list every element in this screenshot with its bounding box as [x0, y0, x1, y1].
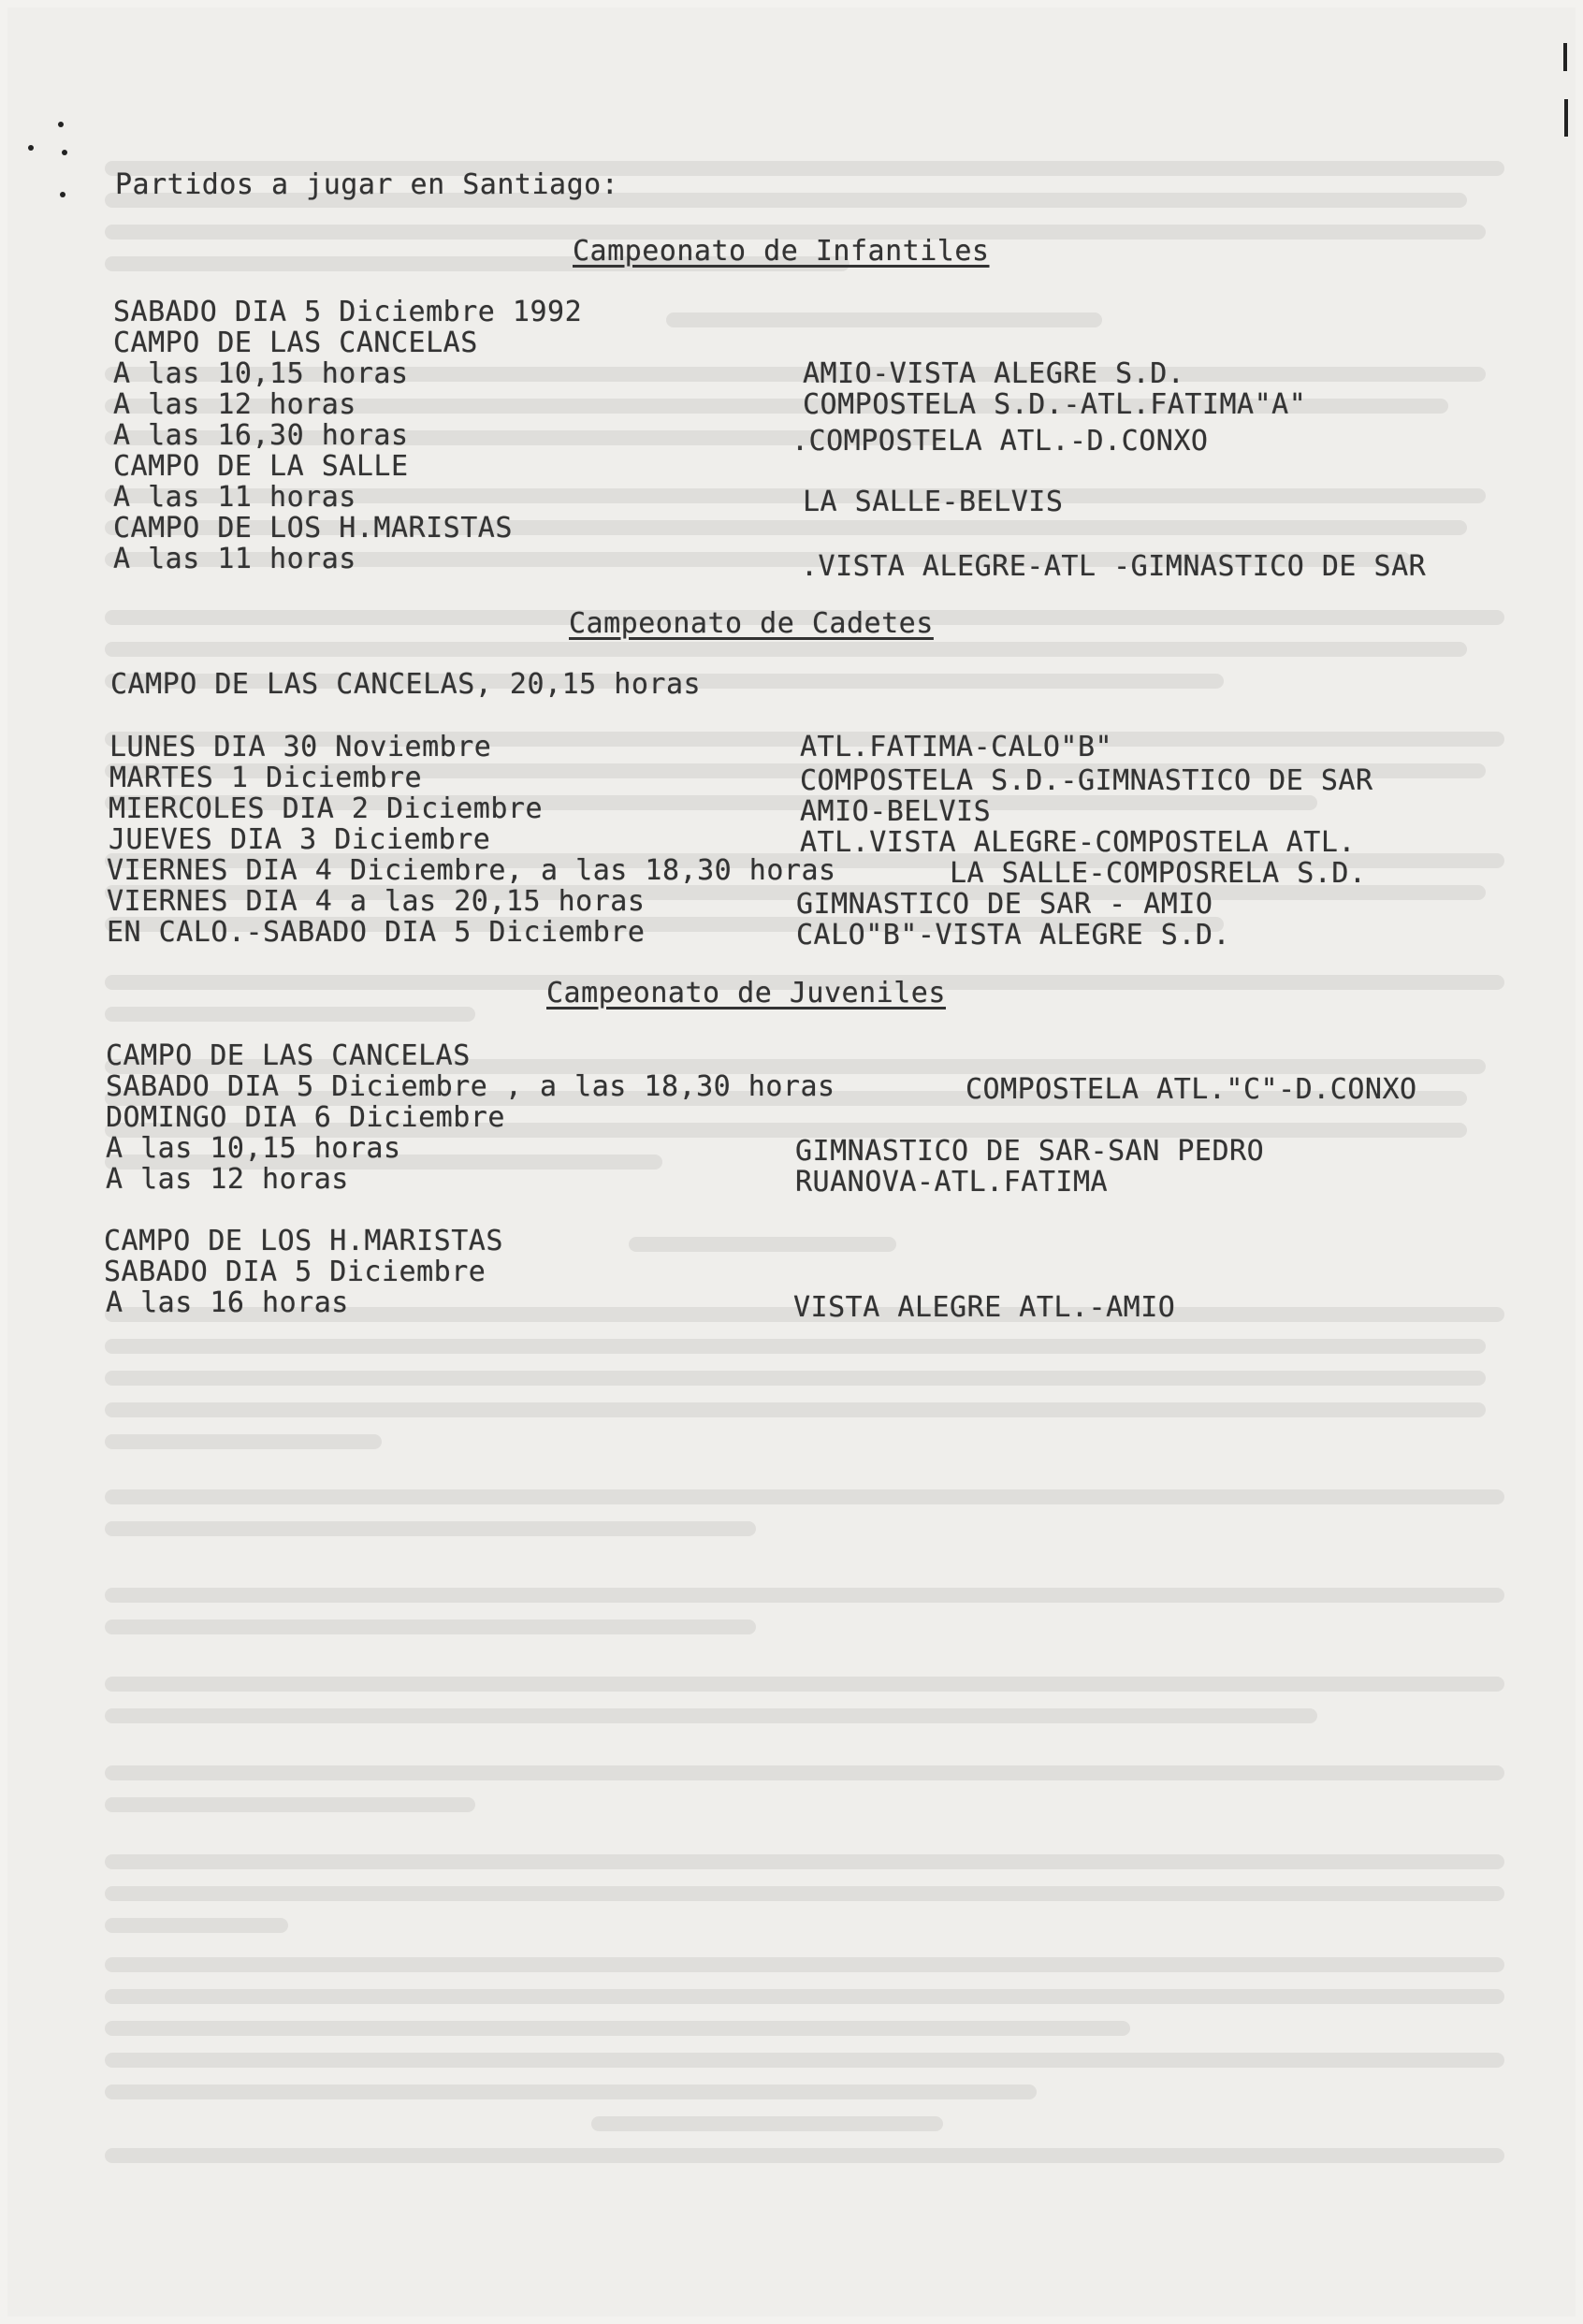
infantiles-line-left: CAMPO DE LA SALLE [113, 450, 409, 483]
juveniles-match: GIMNASTICO DE SAR-SAN PEDRO [795, 1135, 1265, 1168]
ink-speck [28, 145, 34, 151]
section-title-infantiles: Campeonato de Infantiles [573, 235, 990, 268]
infantiles-line-left: A las 11 horas [113, 543, 356, 575]
ink-speck [58, 122, 64, 127]
infantiles-line-left: CAMPO DE LOS H.MARISTAS [113, 512, 513, 545]
cadetes-match: AMIO-BELVIS [800, 795, 992, 828]
infantiles-line-left: A las 10,15 horas [113, 357, 409, 390]
juveniles-line-left: SABADO DIA 5 Diciembre , a las 18,30 horas [106, 1070, 835, 1103]
juveniles-match: RUANOVA-ATL.FATIMA [795, 1166, 1109, 1198]
infantiles-line-left: A las 12 horas [113, 388, 356, 421]
infantiles-match: .COMPOSTELA ATL.-D.CONXO [792, 425, 1209, 458]
cadetes-date: LUNES DIA 30 Noviembre [109, 731, 492, 763]
juveniles-line-left: A las 12 horas [106, 1163, 349, 1196]
cadetes-date: MARTES 1 Diciembre [109, 762, 423, 794]
infantiles-line-left: A las 16,30 horas [113, 419, 409, 452]
juveniles-line-left: A las 16 horas [106, 1286, 349, 1319]
section-title-cadetes: Campeonato de Cadetes [569, 607, 934, 640]
juveniles-match: COMPOSTELA ATL."C"-D.CONXO [966, 1073, 1417, 1106]
juveniles-line-left: CAMPO DE LOS H.MARISTAS [104, 1225, 503, 1257]
ink-speck [62, 150, 67, 155]
page-header: Partidos a jugar en Santiago: [115, 168, 619, 201]
juveniles-match: VISTA ALEGRE ATL.-AMIO [793, 1291, 1176, 1324]
infantiles-match: COMPOSTELA S.D.-ATL.FATIMA"A" [803, 388, 1307, 421]
juveniles-line-left: CAMPO DE LAS CANCELAS [106, 1039, 471, 1072]
infantiles-line-left: CAMPO DE LAS CANCELAS [113, 327, 478, 359]
cadetes-match: CALO"B"-VISTA ALEGRE S.D. [796, 919, 1231, 951]
infantiles-match: AMIO-VISTA ALEGRE S.D. [803, 357, 1185, 390]
cadetes-date: VIERNES DIA 4 a las 20,15 horas [107, 885, 646, 918]
juveniles-line-left: SABADO DIA 5 Diciembre [104, 1256, 487, 1288]
cadetes-match: ATL.VISTA ALEGRE-COMPOSTELA ATL. [800, 826, 1356, 859]
cadetes-match: LA SALLE-COMPOSRELA S.D. [950, 857, 1367, 890]
juveniles-line-left: DOMINGO DIA 6 Diciembre [106, 1101, 505, 1134]
cadetes-match: COMPOSTELA S.D.-GIMNASTICO DE SAR [800, 764, 1373, 797]
cadetes-date: EN CALO.-SABADO DIA 5 Diciembre [107, 916, 646, 949]
infantiles-match: LA SALLE-BELVIS [803, 486, 1064, 518]
cadetes-date: VIERNES DIA 4 Diciembre, a las 18,30 horas [107, 854, 836, 887]
infantiles-date: SABADO DIA 5 Diciembre 1992 [113, 296, 583, 328]
cadetes-venue: CAMPO DE LAS CANCELAS, 20,15 horas [110, 668, 702, 701]
cadetes-match: ATL.FATIMA-CALO"B" [800, 731, 1113, 763]
juveniles-line-left: A las 10,15 horas [106, 1132, 401, 1165]
ink-speck [60, 192, 65, 197]
cadetes-match: GIMNASTICO DE SAR - AMIO [796, 888, 1213, 921]
binding-mark [1561, 43, 1570, 137]
cadetes-date: JUEVES DIA 3 Diciembre [109, 823, 491, 856]
infantiles-match: .VISTA ALEGRE-ATL -GIMNASTICO DE SAR [801, 550, 1427, 583]
cadetes-date: MIERCOLES DIA 2 Diciembre [109, 792, 544, 825]
infantiles-line-left: A las 11 horas [113, 481, 356, 514]
section-title-juveniles: Campeonato de Juveniles [546, 977, 946, 1009]
